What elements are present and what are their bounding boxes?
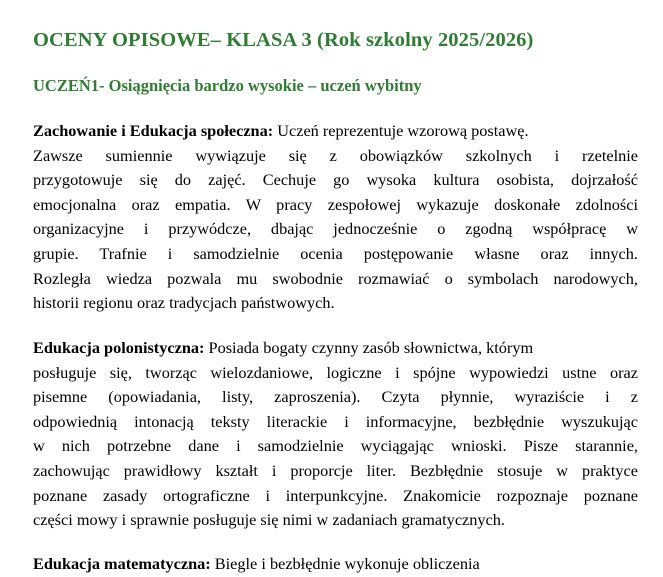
section-heading: Edukacja matematyczna: xyxy=(33,554,211,573)
section-line: w nich potrzebne dane i samodzielnie wyciągając wnioski. Pisze starannie, xyxy=(33,436,638,456)
section-line: Rozległa wiedza pozwala mu swobodnie rozmawiać o symbolach narodowych, xyxy=(33,268,638,288)
section-line: odpowiednią intonacją teksty literackie i informacyjne, bezbłędnie wyszukując xyxy=(33,411,638,431)
section-line: przygotowuje się do zajęć. Cechuje go wysoka kultura osobista, dojrzałość xyxy=(33,170,638,190)
section-line: organizacyjne i przywódcze, dbając jednocześnie o zgodną współpracę w xyxy=(33,219,638,239)
section-math-education xyxy=(33,552,638,577)
section-line: posługuje się, tworząc wielozdaniowe, logiczne i spójne wypowiedzi ustne oraz xyxy=(33,362,638,382)
section-behavior-social xyxy=(33,119,638,316)
section-heading: Zachowanie i Edukacja społeczna: xyxy=(33,121,274,140)
section-text: Posiada bogaty czynny zasób słownictwa, którym xyxy=(204,338,534,357)
section-line xyxy=(33,119,638,144)
section-line: grupie. Trafnie i samodzielnie ocenia postępowanie własne oraz innych. xyxy=(33,243,638,263)
section-text: Biegle i bezbłędnie wykonuje obliczenia xyxy=(210,554,480,573)
section-heading: Edukacja polonistyczna: xyxy=(33,338,205,357)
section-text: Uczeń reprezentuje wzorową postawę. xyxy=(273,121,529,140)
section-line: poznane zasady ortograficzne i interpunkcyjne. Znakomicie rozpoznaje poznane xyxy=(33,485,638,505)
page-title: OCENY OPISOWE– KLASA 3 (Rok szkolny 2025/2026) xyxy=(33,29,534,51)
student-subtitle: UCZEŃ1- Osiągnięcia bardzo wysokie – uczeń wybitny xyxy=(33,76,422,95)
section-polish-education xyxy=(33,336,638,533)
section-line xyxy=(33,552,638,577)
section-line: części mowy i sprawnie posługuje się nimi w zadaniach gramatycznych. xyxy=(33,510,505,530)
section-line xyxy=(33,336,638,361)
section-line: pisemne (opowiadania, listy, zaproszenia). Czyta płynnie, wyraziście i z xyxy=(33,387,638,407)
section-line: historii regionu oraz tradycjach państwowych. xyxy=(33,293,335,313)
section-line: Zawsze sumiennie wywiązuje się z obowiązków szkolnych i rzetelnie xyxy=(33,145,638,165)
section-line: zachowując prawidłowy kształt i proporcje liter. Bezbłędnie stosuje w praktyce xyxy=(33,460,638,480)
section-line: emocjonalna oraz empatia. W pracy zespołowej wykazuje doskonałe zdolności xyxy=(33,194,638,214)
